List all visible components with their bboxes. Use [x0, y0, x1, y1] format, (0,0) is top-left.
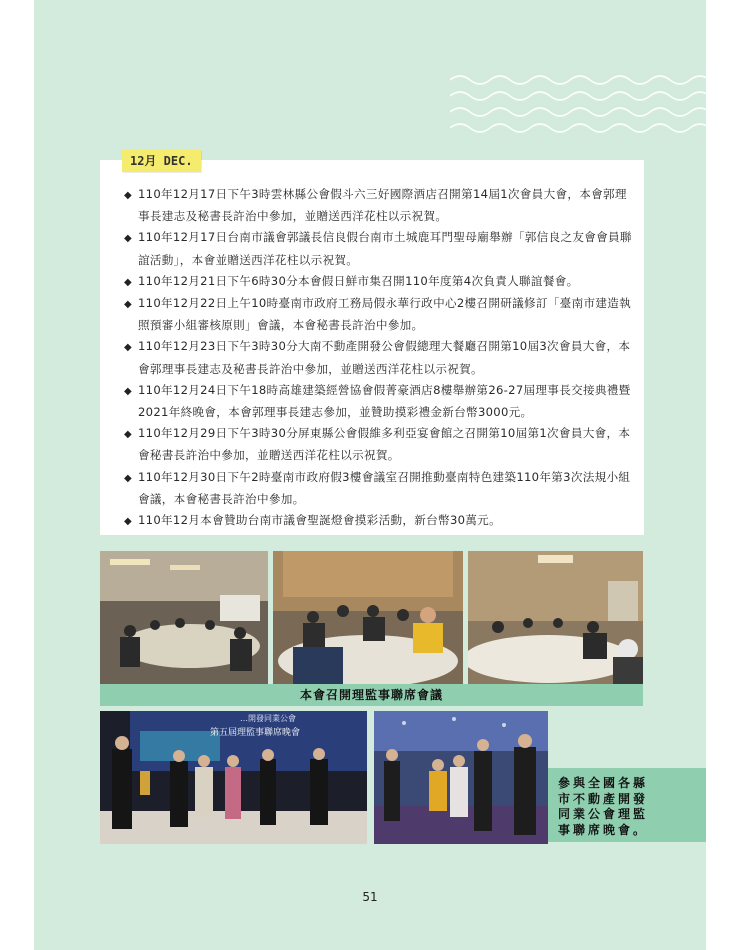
meeting-photo-1 — [100, 551, 268, 684]
event-item: ◆ 110年12月17日台南市議會郭議長信良假台南市土城鹿耳門聖母廟舉辦「郭信良之友會會員聯誼活動」，本會並贈送西洋花柱以示祝賀。 — [124, 230, 632, 267]
month-tag: 12月 DEC. — [122, 150, 201, 172]
diamond-bullet-icon: ◆ — [124, 385, 132, 397]
diamond-bullet-icon: ◆ — [124, 233, 132, 245]
meeting-photo-2 — [273, 551, 463, 684]
event-item: ◆ 110年12月23日下午3時30分大南不動產開發公會假總理大餐廳召開第10屆3次會員大會，本會郭理事長建志及秘書長許治中參加，並贈送西洋花柱以示祝賀。 — [124, 339, 631, 376]
meeting-caption: 本會召開理監事聯席會議 — [100, 684, 643, 706]
event-item: ◆ 110年12月21日下午6時30分本會假日鮮市集召開110年度第4次負責人聯誼餐會。 — [112, 271, 634, 293]
banner-line-2: 第五屆理監事聯席晚會 — [210, 728, 301, 738]
diamond-bullet-icon: ◆ — [124, 516, 132, 528]
diamond-bullet-icon: ◆ — [124, 190, 132, 201]
event-item: ◆ 110年12月本會贊助台南市議會聖誕燈會摸彩活動，新台幣30萬元。 — [112, 510, 634, 532]
decorative-waves — [450, 70, 706, 150]
dinner-stage-photo — [100, 711, 367, 844]
diamond-bullet-icon: ◆ — [124, 472, 132, 484]
event-item: ◆ 110年12月24日下午18時高雄建築經營協會假菁豪酒店8樓舉辦第26-27屆理事長交接典禮暨2021年終晚會，本會郭理事長建志參加，並贊助摸彩禮金新台幣3000元。 — [124, 382, 631, 420]
diamond-bullet-icon: ◆ — [124, 342, 132, 354]
diamond-bullet-icon: ◆ — [124, 429, 132, 441]
banner-line-1: …開發同業公會 — [240, 714, 296, 723]
meeting-photo-3 — [468, 551, 643, 684]
event-item: ◆ 110年12月30日下午2時臺南市政府假3樓會議室召開推動臺南特色建築110年第3次法規小組會議，本會秘書長許治中參加。 — [124, 469, 631, 506]
diamond-bullet-icon: ◆ — [124, 299, 132, 311]
event-item: ◆ 110年12月29日下午3時30分屏東縣公會假維多利亞宴會館之召開第10屆第1次會員大會，本會秘書長許治中參加，並贈送西洋花柱以示祝賀。 — [124, 426, 631, 463]
event-item: ◆ 110年12月22日上午10時臺南市政府工務局假永華行政中心2樓召開研議修訂「臺南市建造執照預審小組審核原則」會議，本會秘書長許治中參加。 — [124, 296, 632, 333]
dinner-dance-photo — [374, 711, 548, 844]
page-number: 51 — [362, 890, 378, 904]
diamond-bullet-icon: ◆ — [124, 276, 132, 288]
event-list — [112, 184, 634, 532]
dinner-caption: 參與全國各縣 市不動產開發 同業公會理監 事聯席晚會。 — [548, 768, 706, 842]
event-item: ◆ 110年12月17日下午3時雲林縣公會假斗六三好國際酒店召開第14屆1次會員大會，本會郭理事長建志及秘書長許治中參加，並贈送西洋花柱以示祝賀。 — [124, 187, 627, 224]
